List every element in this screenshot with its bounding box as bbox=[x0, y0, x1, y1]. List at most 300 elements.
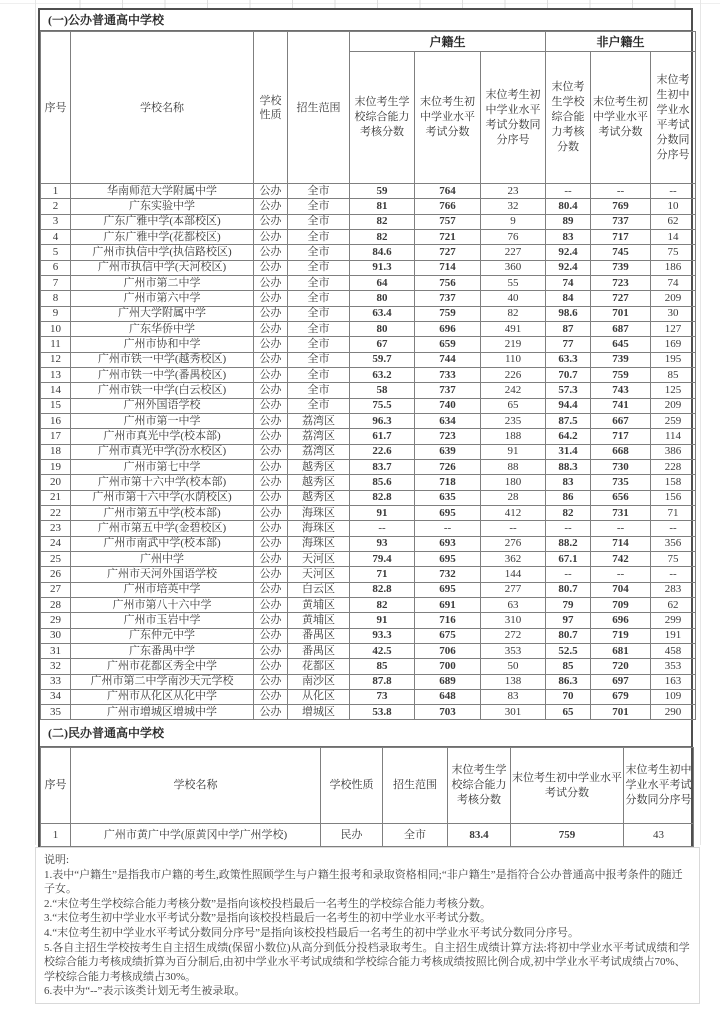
cell: 全市 bbox=[288, 245, 350, 260]
cell: 310 bbox=[481, 613, 546, 628]
cell: 公办 bbox=[254, 337, 288, 352]
cell: 公办 bbox=[254, 551, 288, 566]
cell: 71 bbox=[651, 505, 696, 520]
cell: 广州市第五中学(金碧校区) bbox=[71, 521, 254, 536]
cell: 125 bbox=[651, 383, 696, 398]
cell: 85 bbox=[350, 659, 415, 674]
cell: 759 bbox=[415, 306, 481, 321]
cell: 28 bbox=[41, 597, 71, 612]
cell: 广州市铁一中学(越秀校区) bbox=[71, 352, 254, 367]
cell: 公办 bbox=[254, 705, 288, 720]
cell: 5 bbox=[41, 245, 71, 260]
cell: 93.3 bbox=[350, 628, 415, 643]
cell: 广州市天河外国语学校 bbox=[71, 567, 254, 582]
cell: 全市 bbox=[288, 199, 350, 214]
cell: 733 bbox=[415, 367, 481, 382]
cell: 730 bbox=[591, 459, 651, 474]
note-item-3: 3.“末位考生初中学业水平考试分数”是指向该校投档最后一名考生的初中学业水平考试分数。 bbox=[44, 912, 492, 925]
header-row-groups bbox=[41, 32, 696, 52]
cell: 191 bbox=[651, 628, 696, 643]
col-header-school-nature: 学校性质 bbox=[321, 748, 383, 824]
private-schools-rows bbox=[41, 824, 694, 847]
cell: 91 bbox=[350, 613, 415, 628]
cell: 759 bbox=[591, 367, 651, 382]
cell: 732 bbox=[415, 567, 481, 582]
cell: 412 bbox=[481, 505, 546, 520]
cell: 209 bbox=[651, 398, 696, 413]
cell: 34 bbox=[41, 689, 71, 704]
cell: 公办 bbox=[254, 674, 288, 689]
cell: 19 bbox=[41, 459, 71, 474]
cell: 703 bbox=[415, 705, 481, 720]
cell: 荔湾区 bbox=[288, 429, 350, 444]
cell: 656 bbox=[591, 490, 651, 505]
header-row-private bbox=[41, 748, 694, 824]
cell: 海珠区 bbox=[288, 536, 350, 551]
cell: 23 bbox=[481, 184, 546, 199]
table-row bbox=[41, 337, 696, 352]
cell: 公办 bbox=[254, 521, 288, 536]
cell: 广州市铁一中学(白云校区) bbox=[71, 383, 254, 398]
cell: 14 bbox=[651, 229, 696, 244]
cell: 2 bbox=[41, 199, 71, 214]
cell: 公办 bbox=[254, 567, 288, 582]
cell: 696 bbox=[591, 613, 651, 628]
cell: 32 bbox=[481, 199, 546, 214]
cell: 27 bbox=[41, 582, 71, 597]
cell: 727 bbox=[591, 291, 651, 306]
faint-gridline-strip bbox=[38, 0, 693, 8]
cell: 766 bbox=[415, 199, 481, 214]
cell: 158 bbox=[651, 475, 696, 490]
cell: 723 bbox=[415, 429, 481, 444]
cell: -- bbox=[546, 567, 591, 582]
cell: 公办 bbox=[254, 199, 288, 214]
cell: 679 bbox=[591, 689, 651, 704]
cell: 广州市玉岩中学 bbox=[71, 613, 254, 628]
cell: 91 bbox=[481, 444, 546, 459]
cell: 301 bbox=[481, 705, 546, 720]
cell: 22 bbox=[41, 505, 71, 520]
cell: 18 bbox=[41, 444, 71, 459]
cell: 235 bbox=[481, 413, 546, 428]
cell: 公办 bbox=[254, 643, 288, 658]
cell: 黄埔区 bbox=[288, 613, 350, 628]
col-header-rank: 末位考生初中学业水平考试分数同分序号 bbox=[624, 748, 694, 824]
cell: 全市 bbox=[383, 824, 448, 847]
cell: 1 bbox=[41, 184, 71, 199]
cell: 704 bbox=[591, 582, 651, 597]
cell: 700 bbox=[415, 659, 481, 674]
cell: -- bbox=[350, 521, 415, 536]
cell: 越秀区 bbox=[288, 475, 350, 490]
cell: 30 bbox=[651, 306, 696, 321]
cell: 从化区 bbox=[288, 689, 350, 704]
cell: 公办 bbox=[254, 260, 288, 275]
cell: 77 bbox=[546, 337, 591, 352]
cell: 公办 bbox=[254, 628, 288, 643]
cell: 259 bbox=[651, 413, 696, 428]
cell: 87.5 bbox=[546, 413, 591, 428]
admission-score-sheet bbox=[38, 8, 693, 849]
cell: 635 bbox=[415, 490, 481, 505]
table-row bbox=[41, 275, 696, 290]
cell: 74 bbox=[546, 275, 591, 290]
cell: 242 bbox=[481, 383, 546, 398]
cell: 8 bbox=[41, 291, 71, 306]
cell: 天河区 bbox=[288, 551, 350, 566]
cell: 290 bbox=[651, 705, 696, 720]
cell: 63.3 bbox=[546, 352, 591, 367]
cell: 广州市从化区从化中学 bbox=[71, 689, 254, 704]
cell: 85 bbox=[651, 367, 696, 382]
table-row bbox=[41, 659, 696, 674]
cell: 广州市培英中学 bbox=[71, 582, 254, 597]
cell: 731 bbox=[591, 505, 651, 520]
cell: 公办 bbox=[254, 475, 288, 490]
cell: 全市 bbox=[288, 229, 350, 244]
cell: 13 bbox=[41, 367, 71, 382]
cell: 55 bbox=[481, 275, 546, 290]
cell: 57.3 bbox=[546, 383, 591, 398]
cell: 番禺区 bbox=[288, 628, 350, 643]
cell: 228 bbox=[651, 459, 696, 474]
cell: 1 bbox=[41, 824, 71, 847]
cell: 696 bbox=[415, 321, 481, 336]
cell: 公办 bbox=[254, 398, 288, 413]
table-row bbox=[41, 597, 696, 612]
cell: 94.4 bbox=[546, 398, 591, 413]
cell: -- bbox=[651, 184, 696, 199]
cell: -- bbox=[591, 184, 651, 199]
cell: 83 bbox=[546, 229, 591, 244]
cell: -- bbox=[591, 567, 651, 582]
cell: 668 bbox=[591, 444, 651, 459]
cell: 广州市第二中学南沙天元学校 bbox=[71, 674, 254, 689]
cell: 93 bbox=[350, 536, 415, 551]
table-row bbox=[41, 705, 696, 720]
table-row bbox=[41, 352, 696, 367]
cell: 356 bbox=[651, 536, 696, 551]
cell: 675 bbox=[415, 628, 481, 643]
cell: 659 bbox=[415, 337, 481, 352]
cell: 15 bbox=[41, 398, 71, 413]
cell: 714 bbox=[415, 260, 481, 275]
table-row bbox=[41, 490, 696, 505]
cell: 695 bbox=[415, 582, 481, 597]
cell: 87.8 bbox=[350, 674, 415, 689]
cell: 广东番禺中学 bbox=[71, 643, 254, 658]
cell: 727 bbox=[415, 245, 481, 260]
cell: -- bbox=[651, 567, 696, 582]
cell: 全市 bbox=[288, 337, 350, 352]
cell: 353 bbox=[481, 643, 546, 658]
cell: 全市 bbox=[288, 367, 350, 382]
cell: 110 bbox=[481, 352, 546, 367]
cell: 219 bbox=[481, 337, 546, 352]
cell: 743 bbox=[591, 383, 651, 398]
col-header-resident-group: 户籍生 bbox=[350, 32, 546, 52]
cell: 701 bbox=[591, 306, 651, 321]
table-row bbox=[41, 582, 696, 597]
cell: 299 bbox=[651, 613, 696, 628]
cell: 12 bbox=[41, 352, 71, 367]
cell: 52.5 bbox=[546, 643, 591, 658]
cell: 718 bbox=[415, 475, 481, 490]
cell: -- bbox=[651, 521, 696, 536]
cell: 26 bbox=[41, 567, 71, 582]
cell: 87 bbox=[546, 321, 591, 336]
cell: 20 bbox=[41, 475, 71, 490]
table-row bbox=[41, 321, 696, 336]
cell: 648 bbox=[415, 689, 481, 704]
cell: 公办 bbox=[254, 306, 288, 321]
cell: 109 bbox=[651, 689, 696, 704]
cell: 82.8 bbox=[350, 582, 415, 597]
cell: 180 bbox=[481, 475, 546, 490]
cell: 353 bbox=[651, 659, 696, 674]
cell: 公办 bbox=[254, 429, 288, 444]
section1-title: (一)公办普通高中学校 bbox=[40, 10, 691, 31]
cell: 71 bbox=[350, 567, 415, 582]
cell: 广东广雅中学(花都校区) bbox=[71, 229, 254, 244]
cell: 公办 bbox=[254, 597, 288, 612]
cell: 79.4 bbox=[350, 551, 415, 566]
cell: 735 bbox=[591, 475, 651, 490]
cell: 737 bbox=[415, 383, 481, 398]
cell: 82 bbox=[546, 505, 591, 520]
cell: 84.6 bbox=[350, 245, 415, 260]
cell: 80.7 bbox=[546, 628, 591, 643]
cell: 16 bbox=[41, 413, 71, 428]
cell: 公办 bbox=[254, 413, 288, 428]
table-row bbox=[41, 567, 696, 582]
cell: 公办 bbox=[254, 352, 288, 367]
cell: 745 bbox=[591, 245, 651, 260]
cell: 广州市南武中学(校本部) bbox=[71, 536, 254, 551]
cell: 公办 bbox=[254, 367, 288, 382]
col-header-nonresident-ability: 末位考生学校综合能力考核分数 bbox=[546, 52, 591, 184]
col-header-enroll-scope: 招生范围 bbox=[383, 748, 448, 824]
cell: 742 bbox=[591, 551, 651, 566]
table-row bbox=[41, 245, 696, 260]
public-schools-table bbox=[40, 31, 696, 720]
cell: 公办 bbox=[254, 689, 288, 704]
cell: 25 bbox=[41, 551, 71, 566]
cell: 白云区 bbox=[288, 582, 350, 597]
cell: 186 bbox=[651, 260, 696, 275]
cell: 645 bbox=[591, 337, 651, 352]
cell: 80 bbox=[350, 291, 415, 306]
table-row bbox=[41, 521, 696, 536]
cell: 80 bbox=[350, 321, 415, 336]
col-header-resident-exam: 末位考生初中学业水平考试分数 bbox=[415, 52, 481, 184]
cell: 73 bbox=[350, 689, 415, 704]
cell: 80.7 bbox=[546, 582, 591, 597]
cell: -- bbox=[546, 521, 591, 536]
cell: 720 bbox=[591, 659, 651, 674]
cell: 195 bbox=[651, 352, 696, 367]
table-row bbox=[41, 184, 696, 199]
cell: 697 bbox=[591, 674, 651, 689]
cell: 709 bbox=[591, 597, 651, 612]
cell: 67 bbox=[350, 337, 415, 352]
cell: 公办 bbox=[254, 536, 288, 551]
cell: 458 bbox=[651, 643, 696, 658]
cell: 全市 bbox=[288, 321, 350, 336]
cell: 32 bbox=[41, 659, 71, 674]
cell: 83 bbox=[481, 689, 546, 704]
cell: 全市 bbox=[288, 306, 350, 321]
cell: 737 bbox=[591, 214, 651, 229]
table-row bbox=[41, 459, 696, 474]
cell: 广东实验中学 bbox=[71, 199, 254, 214]
cell: 43 bbox=[624, 824, 694, 847]
cell: 23 bbox=[41, 521, 71, 536]
cell: 10 bbox=[41, 321, 71, 336]
cell: 726 bbox=[415, 459, 481, 474]
cell: 769 bbox=[591, 199, 651, 214]
cell: 广东广雅中学(本部校区) bbox=[71, 214, 254, 229]
faint-gridline-left bbox=[35, 0, 36, 845]
cell: 144 bbox=[481, 567, 546, 582]
cell: 741 bbox=[591, 398, 651, 413]
cell: 越秀区 bbox=[288, 490, 350, 505]
cell: 荔湾区 bbox=[288, 413, 350, 428]
col-header-ability: 末位考生学校综合能力考核分数 bbox=[448, 748, 511, 824]
public-schools-rows bbox=[41, 184, 696, 720]
cell: 广州市第一中学 bbox=[71, 413, 254, 428]
col-header-enroll-scope: 招生范围 bbox=[288, 32, 350, 184]
cell: 59.7 bbox=[350, 352, 415, 367]
cell: 91 bbox=[350, 505, 415, 520]
cell: 75.5 bbox=[350, 398, 415, 413]
note-item-6: 6.表中为“--”表示该类计划无考生被录取。 bbox=[44, 985, 246, 998]
table-row bbox=[41, 505, 696, 520]
cell: 29 bbox=[41, 613, 71, 628]
col-header-school-name: 学校名称 bbox=[71, 748, 321, 824]
table-row bbox=[41, 628, 696, 643]
table-row bbox=[41, 613, 696, 628]
cell: 广州市执信中学(天河校区) bbox=[71, 260, 254, 275]
table-row bbox=[41, 229, 696, 244]
cell: -- bbox=[481, 521, 546, 536]
cell: 89 bbox=[546, 214, 591, 229]
cell: 61.7 bbox=[350, 429, 415, 444]
cell: 33 bbox=[41, 674, 71, 689]
col-header-resident-rank: 末位考生初中学业水平考试分数同分序号 bbox=[481, 52, 546, 184]
cell: 209 bbox=[651, 291, 696, 306]
cell: 283 bbox=[651, 582, 696, 597]
cell: 公办 bbox=[254, 214, 288, 229]
table-row bbox=[41, 824, 694, 847]
col-header-school-nature: 学校性质 bbox=[254, 32, 288, 184]
cell: 42.5 bbox=[350, 643, 415, 658]
cell: 65 bbox=[546, 705, 591, 720]
cell: 7 bbox=[41, 275, 71, 290]
cell: 689 bbox=[415, 674, 481, 689]
cell: 广州中学 bbox=[71, 551, 254, 566]
cell: 681 bbox=[591, 643, 651, 658]
table-row bbox=[41, 643, 696, 658]
faint-gridline-right bbox=[700, 0, 701, 845]
table-row bbox=[41, 429, 696, 444]
cell: 75 bbox=[651, 245, 696, 260]
cell: 广州大学附属中学 bbox=[71, 306, 254, 321]
cell: 739 bbox=[591, 352, 651, 367]
table-row bbox=[41, 551, 696, 566]
cell: 民办 bbox=[321, 824, 383, 847]
col-header-index: 序号 bbox=[41, 32, 71, 184]
note-item-2: 2.“末位考生学校综合能力考核分数”是指向该校投档最后一名考生的学校综合能力考核分数。 bbox=[44, 897, 492, 910]
cell: 360 bbox=[481, 260, 546, 275]
cell: 65 bbox=[481, 398, 546, 413]
cell: 广州市执信中学(执信路校区) bbox=[71, 245, 254, 260]
notes-title: 说明: bbox=[44, 854, 70, 866]
cell: 84 bbox=[546, 291, 591, 306]
cell: 广州市第十六中学(校本部) bbox=[71, 475, 254, 490]
col-header-index: 序号 bbox=[41, 748, 71, 824]
cell: 64 bbox=[350, 275, 415, 290]
cell: 64.2 bbox=[546, 429, 591, 444]
cell: 83.7 bbox=[350, 459, 415, 474]
cell: 91.3 bbox=[350, 260, 415, 275]
cell: 40 bbox=[481, 291, 546, 306]
cell: 6 bbox=[41, 260, 71, 275]
cell: 88.3 bbox=[546, 459, 591, 474]
cell: 63.4 bbox=[350, 306, 415, 321]
cell: 53.8 bbox=[350, 705, 415, 720]
table-row bbox=[41, 689, 696, 704]
cell: 公办 bbox=[254, 659, 288, 674]
cell: 公办 bbox=[254, 184, 288, 199]
cell: 706 bbox=[415, 643, 481, 658]
col-header-school-name: 学校名称 bbox=[71, 32, 254, 184]
cell: 30 bbox=[41, 628, 71, 643]
cell: 691 bbox=[415, 597, 481, 612]
cell: 21 bbox=[41, 490, 71, 505]
cell: 广州市铁一中学(番禺校区) bbox=[71, 367, 254, 382]
cell: 169 bbox=[651, 337, 696, 352]
cell: 公办 bbox=[254, 291, 288, 306]
cell: 756 bbox=[415, 275, 481, 290]
table-row bbox=[41, 367, 696, 382]
cell: 639 bbox=[415, 444, 481, 459]
cell: 广州外国语学校 bbox=[71, 398, 254, 413]
cell: 62 bbox=[651, 597, 696, 612]
cell: 714 bbox=[591, 536, 651, 551]
table-row bbox=[41, 536, 696, 551]
cell: 广州市第七中学 bbox=[71, 459, 254, 474]
cell: 188 bbox=[481, 429, 546, 444]
cell: 386 bbox=[651, 444, 696, 459]
cell: 82.8 bbox=[350, 490, 415, 505]
cell: 717 bbox=[591, 229, 651, 244]
cell: 11 bbox=[41, 337, 71, 352]
cell: 广州市第十六中学(水荫校区) bbox=[71, 490, 254, 505]
cell: 海珠区 bbox=[288, 505, 350, 520]
cell: 79 bbox=[546, 597, 591, 612]
cell: 114 bbox=[651, 429, 696, 444]
cell: 全市 bbox=[288, 275, 350, 290]
cell: 增城区 bbox=[288, 705, 350, 720]
cell: 58 bbox=[350, 383, 415, 398]
cell: 74 bbox=[651, 275, 696, 290]
col-header-non-resident-group: 非户籍生 bbox=[546, 32, 696, 52]
cell: 公办 bbox=[254, 321, 288, 336]
table-row bbox=[41, 475, 696, 490]
cell: 10 bbox=[651, 199, 696, 214]
